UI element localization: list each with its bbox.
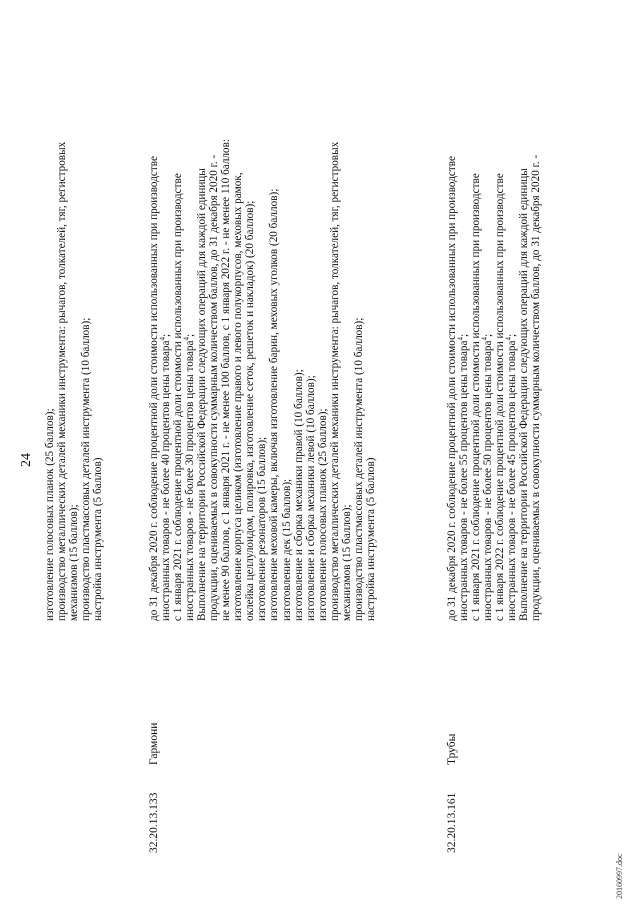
requirement-line — [172, 1, 184, 621]
punctuation: ; — [506, 333, 519, 338]
page-number: 24 — [19, 453, 34, 467]
requirement-text: с 1 января 2021 г. соблюдение процентной доли стоимости использованных при производстве — [172, 173, 185, 621]
requirement-line — [530, 1, 542, 621]
requirement-line — [160, 1, 172, 621]
requirement-text: до 31 декабря 2020 г. соблюдение процентной доли стоимости использованных при производстве — [446, 156, 458, 621]
file-name-footer: 20160997.doc — [615, 853, 624, 899]
footnote-marker: 4 — [158, 337, 167, 341]
requirement-line — [506, 1, 518, 621]
punctuation: ; — [458, 333, 471, 338]
requirement-line — [184, 1, 196, 621]
requirement-line — [44, 1, 56, 621]
requirement-line — [281, 1, 293, 621]
requirement-text: изготовление и сборка механики левой (10 баллов); — [304, 375, 317, 621]
requirement-line — [353, 1, 365, 621]
requirement-line — [341, 1, 353, 621]
requirement-line — [293, 1, 305, 621]
okpd-code: 32.20.13.133 — [148, 792, 160, 853]
requirement-line — [317, 1, 329, 621]
requirement-text: иностранных товаров - не более 30 процентов цены товара — [184, 340, 197, 621]
requirement-text: настройка инструмента (5 баллов) — [364, 457, 377, 621]
requirement-text: продукции, оцениваемых в совокупности суммарным количеством баллов, до 31 декабря 2020 г. - — [208, 154, 221, 621]
requirement-text: иностранных товаров - не более 55 процентов цены товара — [458, 340, 471, 621]
requirement-line — [329, 1, 341, 621]
product-name: Трубы — [446, 733, 458, 765]
requirement-text: до 31 декабря 2020 г. соблюдение процентной доли стоимости использованных при производстве — [148, 156, 160, 621]
requirement-text: изготовление корпуса целиком (изготовление правого и левого полукорпусов, меховых рамок, — [232, 172, 245, 621]
requirement-line — [365, 1, 377, 621]
footnote-marker: 4 — [456, 337, 465, 341]
requirement-text: иностранных товаров - не более 45 процентов цены товара — [506, 340, 519, 621]
requirement-text: изготовление голосовых планок (25 баллов); — [316, 408, 329, 621]
requirement-line — [446, 1, 458, 621]
requirement-line — [80, 1, 92, 621]
requirement-line — [148, 1, 160, 621]
requirements-list — [446, 1, 542, 621]
requirement-line — [68, 1, 80, 621]
requirement-text: настройка инструмента (5 баллов) — [92, 457, 105, 621]
punctuation: ; — [184, 333, 197, 338]
requirement-text: иностранных товаров - не более 40 процентов цены товара — [160, 340, 173, 621]
requirement-text: Выполнение на территории Российской Федерации следующих операций для каждой единицы — [196, 168, 209, 621]
requirement-text: Выполнение на территории Российской Федерации следующих операций для каждой единицы — [518, 168, 531, 621]
requirement-text: механизмов (15 баллов); — [68, 504, 81, 621]
requirement-text: с 1 января 2022 г. соблюдение процентной доли стоимости использованных при производстве — [494, 173, 507, 621]
requirement-line — [196, 1, 208, 621]
requirement-line — [482, 1, 494, 621]
requirement-text: производство металлических деталей механики инструмента: рычагов, толкателей, тяг, регистровых — [328, 141, 341, 621]
requirement-text: изготовление и сборка механики правой (10 баллов); — [292, 369, 305, 621]
requirement-text: производство металлических деталей механики инструмента: рычагов, толкателей, тяг, регистровых — [56, 141, 69, 621]
requirement-text: изготовление дек (15 баллов); — [280, 478, 293, 621]
punctuation: ; — [482, 333, 495, 338]
continued-requirements-list — [44, 1, 104, 621]
product-name: Гармони — [148, 722, 160, 765]
requirement-line — [92, 1, 104, 621]
requirement-line — [256, 1, 268, 621]
requirement-text: производство пластмассовых деталей инструмента (10 баллов); — [352, 317, 365, 621]
punctuation: ; — [160, 333, 173, 338]
requirement-line — [470, 1, 482, 621]
footnote-marker: 4 — [480, 337, 489, 341]
requirement-text: изготовление меховой камеры, включая изготовление барин, меховых уголков (20 баллов); — [268, 188, 281, 621]
requirement-line — [494, 1, 506, 621]
requirement-text: не менее 90 баллов, с 1 января 2021 г. - не менее 100 баллов, с 1 января 2022 г. - не менее 110 баллов: — [220, 138, 233, 621]
requirement-text: иностранных товаров - не более 50 процентов цены товара — [482, 340, 495, 621]
requirement-line — [244, 1, 256, 621]
requirement-line — [208, 1, 220, 621]
requirement-line — [458, 1, 470, 621]
footnote-marker: 4 — [182, 337, 191, 341]
requirement-line — [518, 1, 530, 621]
requirement-text: механизмов (15 баллов); — [340, 504, 353, 621]
requirement-line — [220, 1, 232, 621]
requirement-text: оклейка целлулоидом, полировка, изготовление сеток, решеток и накладок) (20 баллов); — [244, 200, 257, 621]
requirement-text: производство пластмассовых деталей инструмента (10 баллов); — [80, 317, 93, 621]
footnote-marker: 4 — [504, 337, 513, 341]
requirement-text: изготовление резонаторов (15 баллов); — [256, 436, 269, 621]
requirement-text: продукции, оцениваемых в совокупности суммарным количеством баллов, до 31 декабря 2020 г. - — [530, 154, 543, 621]
requirement-line — [232, 1, 244, 621]
requirement-line — [56, 1, 68, 621]
okpd-code: 32.20.13.161 — [446, 792, 458, 853]
requirement-text: изготовление голосовых планок (25 баллов); — [44, 408, 56, 621]
requirement-line — [305, 1, 317, 621]
requirement-line — [268, 1, 280, 621]
requirement-text: с 1 января 2021 г. соблюдение процентной доли стоимости использованных при производстве — [470, 173, 483, 621]
requirements-list — [148, 1, 377, 621]
